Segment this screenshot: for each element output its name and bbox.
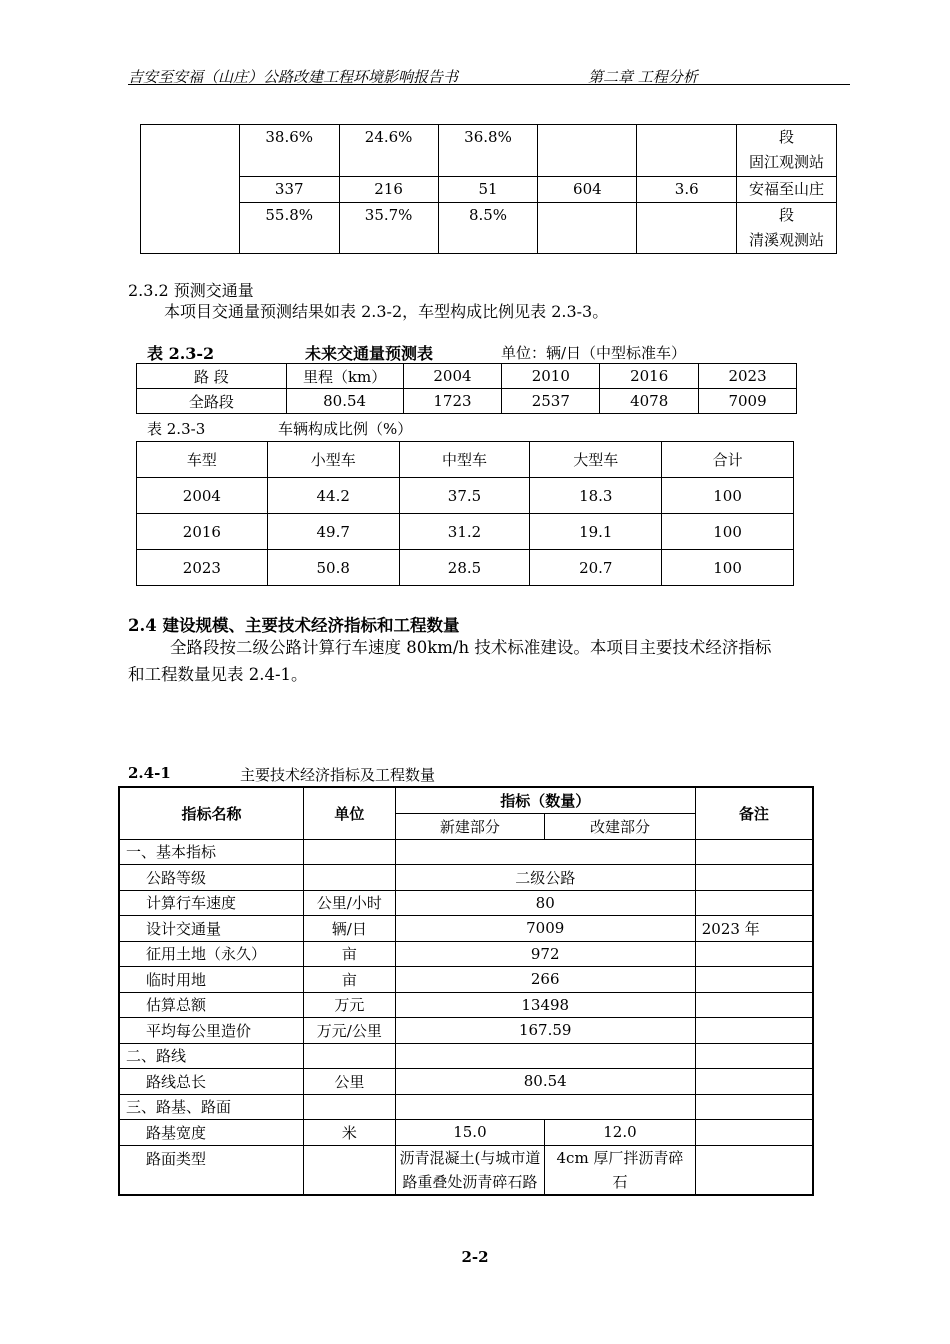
table-cell: 216: [339, 177, 438, 203]
table-2-3-2-title: 未来交通量预测表: [305, 344, 434, 363]
table-cell: [695, 1120, 813, 1146]
table-2-4-1-number: 2.4-1: [128, 764, 171, 782]
vehicle-composition-table: [136, 441, 794, 586]
table-cell: [395, 839, 695, 865]
table-cell: 18.3: [530, 478, 662, 514]
table-cell: [303, 1145, 395, 1195]
table-cell: [303, 1043, 395, 1069]
table-cell: 8.5%: [438, 203, 538, 254]
table-row-label: 公路等级: [119, 865, 303, 891]
table-cell: 7009: [395, 916, 695, 942]
table-cell: [695, 992, 813, 1018]
technical-indicators-table: [118, 786, 814, 1196]
table-header-cell: 2004: [403, 364, 502, 389]
table-cell: 44.2: [267, 478, 399, 514]
table-cell: [695, 890, 813, 916]
table-cell: 337: [239, 177, 339, 203]
table-cell: [637, 203, 737, 254]
section-2-4-paragraph-line1: 全路段按二级公路计算行车速度 80km/h 技术标准建设。本项目主要技术经济指标: [170, 638, 772, 657]
table-cell: 20.7: [530, 550, 662, 586]
table-cell: 100: [662, 550, 794, 586]
table-cell: 35.7%: [339, 203, 438, 254]
table-cell: 沥青混凝土(与城市道路重叠处沥青碎石路: [395, 1145, 545, 1195]
table-cell: 万元/公里: [303, 1018, 395, 1044]
table-cell: 1723: [403, 389, 502, 414]
table-cell: 万元: [303, 992, 395, 1018]
table-cell: 100: [662, 478, 794, 514]
table-cell: 80.54: [395, 1069, 695, 1095]
table-cell: 辆/日: [303, 916, 395, 942]
table-cell: 7009: [699, 389, 797, 414]
table-cell: 80: [395, 890, 695, 916]
table-cell: [303, 865, 395, 891]
table-cell: 28.5: [399, 550, 530, 586]
table-cell: [695, 967, 813, 993]
table-cell: 50.8: [267, 550, 399, 586]
table-cell: [303, 839, 395, 865]
table-cell: 37.5: [399, 478, 530, 514]
page-number: 2-2: [461, 1248, 489, 1266]
table-cell: 31.2: [399, 514, 530, 550]
table-header-cell: 2016: [600, 364, 699, 389]
table-cell: 604: [538, 177, 637, 203]
table-cell: 段 固江观测站: [737, 125, 837, 177]
table-cell: 公里/小时: [303, 890, 395, 916]
table-cell: 2023 年: [695, 916, 813, 942]
table-header-cell: 里程（km）: [286, 364, 403, 389]
section-2-4-title: 2.4 建设规模、主要技术经济指标和工程数量: [128, 616, 460, 635]
table-header-cell: 大型车: [530, 442, 662, 478]
table-header-cell: 路 段: [137, 364, 287, 389]
table-cell: 安福至山庄: [737, 177, 837, 203]
table-row-label: 平均每公里造价: [119, 1018, 303, 1044]
header-indicator-name: 指标名称: [119, 787, 303, 839]
header-document-title: 吉安至安福（山庄）公路改建工程环境影响报告书: [128, 68, 459, 86]
table-cell: 4cm 厚厂拌沥青碎石: [545, 1145, 696, 1195]
table-cell: 公里: [303, 1069, 395, 1095]
table-cell: [141, 125, 240, 254]
table-header-cell: 合计: [662, 442, 794, 478]
header-chapter-title: 第二章 工程分析: [588, 68, 698, 86]
header-unit: 单位: [303, 787, 395, 839]
table-cell: [695, 1018, 813, 1044]
table-cell: [538, 203, 637, 254]
table-cell: 38.6%: [239, 125, 339, 177]
table-cell: 米: [303, 1120, 395, 1146]
table-cell: 49.7: [267, 514, 399, 550]
table-cell: 266: [395, 967, 695, 993]
header-rebuild-section: 改建部分: [545, 813, 696, 839]
section-2-3-2-paragraph: 本项目交通量预测结果如表 2.3-2，车型构成比例见表 2.3-3。: [164, 302, 609, 321]
table-row-label: 临时用地: [119, 967, 303, 993]
traffic-forecast-table: [136, 363, 797, 414]
table-row-label: 二、路线: [119, 1043, 303, 1069]
table-cell: [695, 941, 813, 967]
table-cell: 55.8%: [239, 203, 339, 254]
table-2-3-2-number: 表 2.3-2: [147, 344, 215, 363]
table-cell: 2016: [137, 514, 268, 550]
header-note: 备注: [695, 787, 813, 839]
table-2-4-1-title: 主要技术经济指标及工程数量: [240, 766, 436, 784]
section-2-4-paragraph-line2: 和工程数量见表 2.4-1。: [128, 665, 308, 684]
table-header-cell: 车型: [137, 442, 268, 478]
table-cell: [637, 125, 737, 177]
table-cell: 2023: [137, 550, 268, 586]
table-cell: [695, 1043, 813, 1069]
table-cell: [538, 125, 637, 177]
table-cell: [695, 1145, 813, 1195]
table-cell: 13498: [395, 992, 695, 1018]
table-cell: 2004: [137, 478, 268, 514]
table-cell: 3.6: [637, 177, 737, 203]
table-cell: [695, 1094, 813, 1120]
table-cell: 19.1: [530, 514, 662, 550]
table-cell: 972: [395, 941, 695, 967]
table-cell: 80.54: [286, 389, 403, 414]
table-row-label: 设计交通量: [119, 916, 303, 942]
table-header-cell: 2023: [699, 364, 797, 389]
table-cell: 全路段: [137, 389, 287, 414]
table-row-label: 路基宽度: [119, 1120, 303, 1146]
table-header-cell: 小型车: [267, 442, 399, 478]
table-header-cell: 2010: [502, 364, 600, 389]
table-row-label: 计算行车速度: [119, 890, 303, 916]
table-row-label: 估算总额: [119, 992, 303, 1018]
table-cell: [695, 1069, 813, 1095]
table-cell: [303, 1094, 395, 1120]
table-row-label: 征用土地（永久）: [119, 941, 303, 967]
traffic-observation-table: [140, 124, 837, 254]
table-cell: 4078: [600, 389, 699, 414]
header-divider: [128, 84, 850, 85]
table-cell: 12.0: [545, 1120, 696, 1146]
table-cell: 51: [438, 177, 538, 203]
table-cell: 100: [662, 514, 794, 550]
table-2-3-3-number: 表 2.3-3: [147, 420, 206, 438]
table-cell: 亩: [303, 941, 395, 967]
table-cell: 2537: [502, 389, 600, 414]
table-cell: [695, 865, 813, 891]
table-cell: [395, 1043, 695, 1069]
table-row-label: 一、基本指标: [119, 839, 303, 865]
table-cell: [395, 1094, 695, 1120]
table-cell: 15.0: [395, 1120, 545, 1146]
table-cell: 二级公路: [395, 865, 695, 891]
table-row-label: 路线总长: [119, 1069, 303, 1095]
table-2-3-3-title: 车辆构成比例（%）: [278, 420, 413, 438]
table-row-label: 三、路基、路面: [119, 1094, 303, 1120]
table-cell: 24.6%: [339, 125, 438, 177]
table-2-3-2-unit: 单位：辆/日（中型标准车）: [501, 344, 687, 362]
section-2-3-2-title: 2.3.2 预测交通量: [128, 281, 254, 300]
table-header-cell: 中型车: [399, 442, 530, 478]
table-cell: 36.8%: [438, 125, 538, 177]
table-cell: 167.59: [395, 1018, 695, 1044]
header-new-section: 新建部分: [395, 813, 545, 839]
table-row-label: 路面类型: [119, 1145, 303, 1195]
header-indicator-value: 指标（数量）: [395, 787, 695, 813]
table-cell: [695, 839, 813, 865]
table-cell: 亩: [303, 967, 395, 993]
table-cell: 段 清溪观测站: [737, 203, 837, 254]
